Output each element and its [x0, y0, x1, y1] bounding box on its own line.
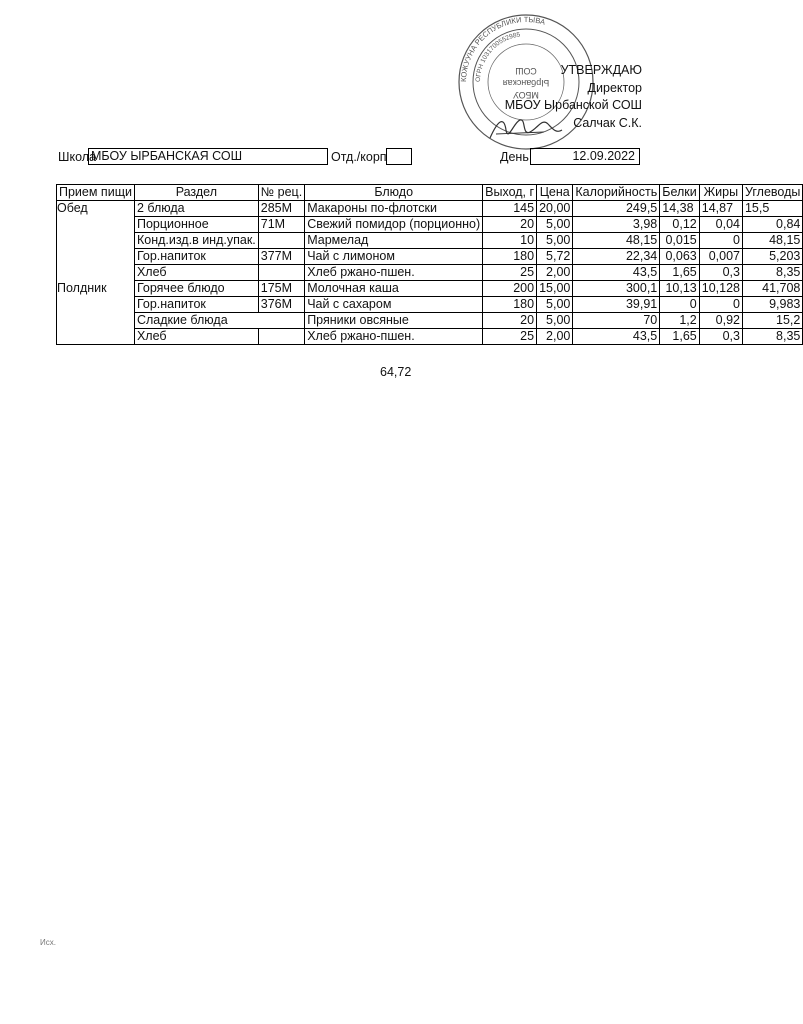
col-header-recipe: № рец. — [258, 185, 304, 201]
protein-cell: 14,38 — [660, 201, 700, 217]
table-row — [57, 217, 803, 233]
dish-cell: Мармелад — [305, 233, 483, 249]
table-header-row — [57, 185, 803, 201]
dish-cell: Хлеб ржано-пшен. — [305, 265, 483, 281]
table-row — [57, 265, 803, 281]
weight-cell: 200 — [483, 281, 537, 297]
section-cell: Хлеб — [134, 329, 258, 345]
table-row — [57, 201, 803, 217]
section-cell: 2 блюда — [134, 201, 258, 217]
protein-cell: 1,2 — [660, 313, 700, 329]
meal-cell: Обед — [57, 201, 135, 217]
price-total: 64,72 — [380, 365, 412, 379]
stamp-outer-text: КОЖУУНА РЕСПУБЛИКИ ТЫВА — [458, 14, 547, 83]
price-cell: 2,00 — [537, 329, 573, 345]
fat-cell: 0,04 — [699, 217, 742, 233]
weight-cell: 25 — [483, 265, 537, 281]
meal-cell: Полдник — [57, 281, 135, 297]
meal-cell — [57, 233, 135, 249]
fat-cell: 14,87 — [699, 201, 742, 217]
kcal-cell: 43,5 — [573, 265, 660, 281]
protein-cell: 1,65 — [660, 329, 700, 345]
dish-cell: Пряники овсяные — [305, 313, 483, 329]
recipe-cell: 71М — [258, 217, 304, 233]
day-field: 12.09.2022 — [530, 148, 640, 165]
section-cell: Гор.напиток — [134, 297, 258, 313]
meal-cell — [57, 329, 135, 345]
weight-cell: 20 — [483, 217, 537, 233]
col-header-price: Цена — [537, 185, 573, 201]
dept-label: Отд./корп — [331, 150, 387, 164]
weight-cell: 20 — [483, 313, 537, 329]
protein-cell: 0,015 — [660, 233, 700, 249]
footer-mark: Исх. — [40, 938, 56, 947]
col-header-carbs: Углеводы — [742, 185, 802, 201]
section-cell: Сладкие блюда — [134, 313, 304, 329]
table-row — [57, 281, 803, 297]
protein-cell: 0,063 — [660, 249, 700, 265]
price-cell: 2,00 — [537, 265, 573, 281]
section-cell: Порционное — [134, 217, 258, 233]
recipe-cell: 285М — [258, 201, 304, 217]
approval-position: Директор — [587, 80, 642, 95]
weight-cell: 180 — [483, 297, 537, 313]
approval-title: УТВЕРЖДАЮ — [560, 63, 642, 77]
recipe-cell — [258, 329, 304, 345]
fat-cell: 0,3 — [699, 329, 742, 345]
weight-cell: 10 — [483, 233, 537, 249]
dish-cell: Макароны по-флотски — [305, 201, 483, 217]
table-row — [57, 313, 803, 329]
price-cell: 5,72 — [537, 249, 573, 265]
fat-cell: 0,92 — [699, 313, 742, 329]
meal-cell — [57, 297, 135, 313]
price-cell: 20,00 — [537, 201, 573, 217]
price-cell: 15,00 — [537, 281, 573, 297]
col-header-kcal: Калорийность — [573, 185, 660, 201]
stamp-center-line1: МБОУ — [513, 90, 539, 100]
section-cell: Гор.напиток — [134, 249, 258, 265]
price-cell: 5,00 — [537, 297, 573, 313]
fat-cell: 0 — [699, 297, 742, 313]
carbs-cell: 48,15 — [742, 233, 802, 249]
section-cell: Конд.изд.в инд.упак. — [134, 233, 258, 249]
approval-block — [462, 62, 642, 132]
weight-cell: 145 — [483, 201, 537, 217]
meal-cell — [57, 249, 135, 265]
protein-cell: 1,65 — [660, 265, 700, 281]
meal-cell — [57, 313, 135, 329]
dish-cell: Молочная каша — [305, 281, 483, 297]
table-row — [57, 233, 803, 249]
stamp-inner-text: ОГРН 1031700552985 — [474, 31, 521, 83]
recipe-cell: 377М — [258, 249, 304, 265]
kcal-cell: 43,5 — [573, 329, 660, 345]
kcal-cell: 300,1 — [573, 281, 660, 297]
dept-field — [386, 148, 412, 165]
kcal-cell: 22,34 — [573, 249, 660, 265]
table-row — [57, 329, 803, 345]
carbs-cell: 41,708 — [742, 281, 802, 297]
dish-cell: Свежий помидор (порционно) — [305, 217, 483, 233]
protein-cell: 10,13 — [660, 281, 700, 297]
col-header-meal: Прием пищи — [57, 185, 135, 201]
kcal-cell: 249,5 — [573, 201, 660, 217]
section-cell: Горячее блюдо — [134, 281, 258, 297]
weight-cell: 25 — [483, 329, 537, 345]
stamp-center-line3: СОШ — [515, 66, 537, 76]
fat-cell: 10,128 — [699, 281, 742, 297]
carbs-cell: 0,84 — [742, 217, 802, 233]
approval-name: Салчак С.К. — [573, 115, 642, 130]
recipe-cell — [258, 265, 304, 281]
fat-cell: 0,3 — [699, 265, 742, 281]
dish-cell: Хлеб ржано-пшен. — [305, 329, 483, 345]
price-cell: 5,00 — [537, 217, 573, 233]
col-header-section: Раздел — [134, 185, 258, 201]
price-cell: 5,00 — [537, 233, 573, 249]
kcal-cell: 3,98 — [573, 217, 660, 233]
fat-cell: 0 — [699, 233, 742, 249]
col-header-weight: Выход, г — [483, 185, 537, 201]
carbs-cell: 15,2 — [742, 313, 802, 329]
meal-cell — [57, 265, 135, 281]
kcal-cell: 70 — [573, 313, 660, 329]
carbs-cell: 8,35 — [742, 265, 802, 281]
school-name-field: МБОУ ЫРБАНСКАЯ СОШ — [88, 148, 328, 165]
price-cell: 5,00 — [537, 313, 573, 329]
kcal-cell: 48,15 — [573, 233, 660, 249]
dish-cell: Чай с лимоном — [305, 249, 483, 265]
recipe-cell — [258, 233, 304, 249]
recipe-cell: 376М — [258, 297, 304, 313]
kcal-cell: 39,91 — [573, 297, 660, 313]
school-label: Школа — [58, 150, 96, 164]
meal-cell — [57, 217, 135, 233]
carbs-cell: 5,203 — [742, 249, 802, 265]
col-header-protein: Белки — [660, 185, 700, 201]
col-header-dish: Блюдо — [305, 185, 483, 201]
dish-cell: Чай с сахаром — [305, 297, 483, 313]
approval-organization: МБОУ Ырбанской СОШ — [504, 98, 642, 112]
carbs-cell: 9,983 — [742, 297, 802, 313]
section-cell: Хлеб — [134, 265, 258, 281]
table-row — [57, 249, 803, 265]
protein-cell: 0 — [660, 297, 700, 313]
day-label: День — [500, 150, 529, 164]
stamp-center-line2: Ырбанская — [502, 78, 550, 88]
menu-table — [56, 184, 803, 345]
col-header-fat: Жиры — [699, 185, 742, 201]
protein-cell: 0,12 — [660, 217, 700, 233]
table-row — [57, 297, 803, 313]
recipe-cell: 175М — [258, 281, 304, 297]
carbs-cell: 15,5 — [742, 201, 802, 217]
weight-cell: 180 — [483, 249, 537, 265]
carbs-cell: 8,35 — [742, 329, 802, 345]
fat-cell: 0,007 — [699, 249, 742, 265]
